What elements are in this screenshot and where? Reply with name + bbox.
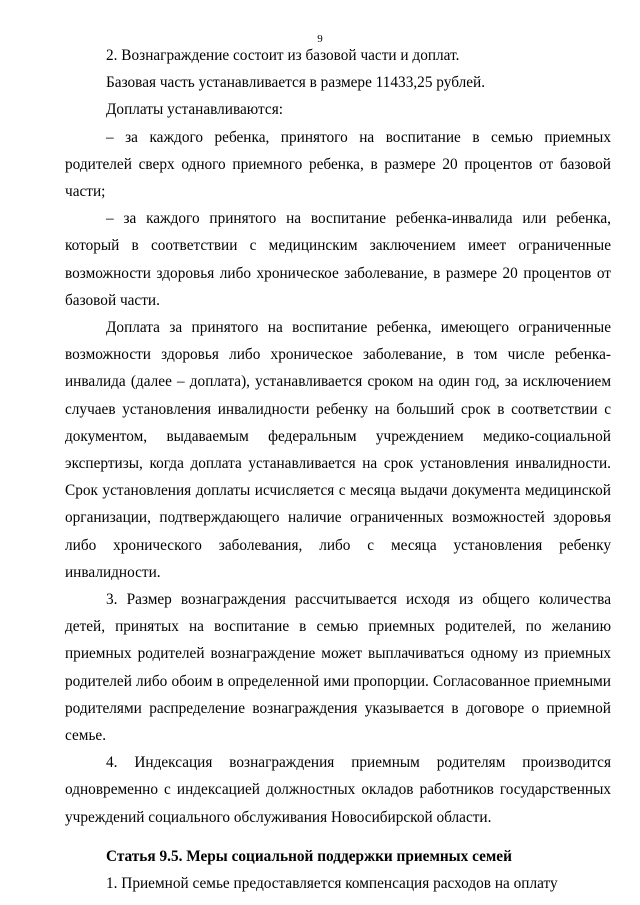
paragraph-remuneration-calculation: 3. Размер вознаграждения рассчитывается исходя из общего количества детей, принятых на воспитание в семью приемных родителей, по желанию приемных родителей вознаграждение может выплачиваться одному из приемных родителей либо обоим в определенной ими пропорции. Согласованное приемными родителями распределение вознаграждения указывается в договоре о приемной семье. <box>65 591 611 745</box>
page-number: 9 <box>317 33 323 45</box>
section-spacer <box>65 831 611 843</box>
document-body <box>65 42 611 897</box>
paragraph-surcharge-each-child: – за каждого ребенка, принятого на воспитание в семью приемных родителей сверх одного приемного ребенка, в размере 20 процентов от базовой части; <box>65 128 611 201</box>
paragraph-surcharge-term: Доплата за принятого на воспитание ребенка, имеющего ограниченные возможности здоровья либо хроническое заболевание, в том числе ребенка-инвалида (далее – доплата), устанавливается сроком на один год, за исключением случаев установления инвалидности ребенку на больший срок в соответствии с документом, выдаваемым федеральным учреждением медико-социальной экспертизы, когда доплата устанавливается на срок установления инвалидности. Срок установления доплаты исчисляется с месяца выдачи документа медицинской организации, подтверждающего наличие ограниченных возможностей здоровья либо хронического заболевания, либо с месяца установления ребенку инвалидности. <box>65 319 611 581</box>
paragraph-base-part: Базовая часть устанавливается в размере 11433,25 рублей. <box>106 74 486 92</box>
paragraph-compensation: 1. Приемной семье предоставляется компенсация расходов на оплату <box>106 875 558 893</box>
paragraph-surcharges-intro: Доплаты устанавливаются: <box>106 101 283 119</box>
paragraph-indexation: 4. Индексация вознаграждения приемным родителям производится одновременно с индексацией должностных окладов работников государственных учреждений социального обслуживания Новосибирской области. <box>65 754 611 826</box>
article-heading: Статья 9.5. Меры социальной поддержки приемных семей <box>106 847 512 865</box>
paragraph-remuneration-composition: 2. Вознаграждение состоит из базовой части и доплат. <box>106 47 460 64</box>
paragraph-surcharge-disabled-child: – за каждого принятого на воспитание ребенка-инвалида или ребенка, который в соответствии с медицинским заключением имеет ограниченные возможности здоровья либо хроническое заболевание, в размере 20 процентов от базовой части. <box>65 210 611 309</box>
